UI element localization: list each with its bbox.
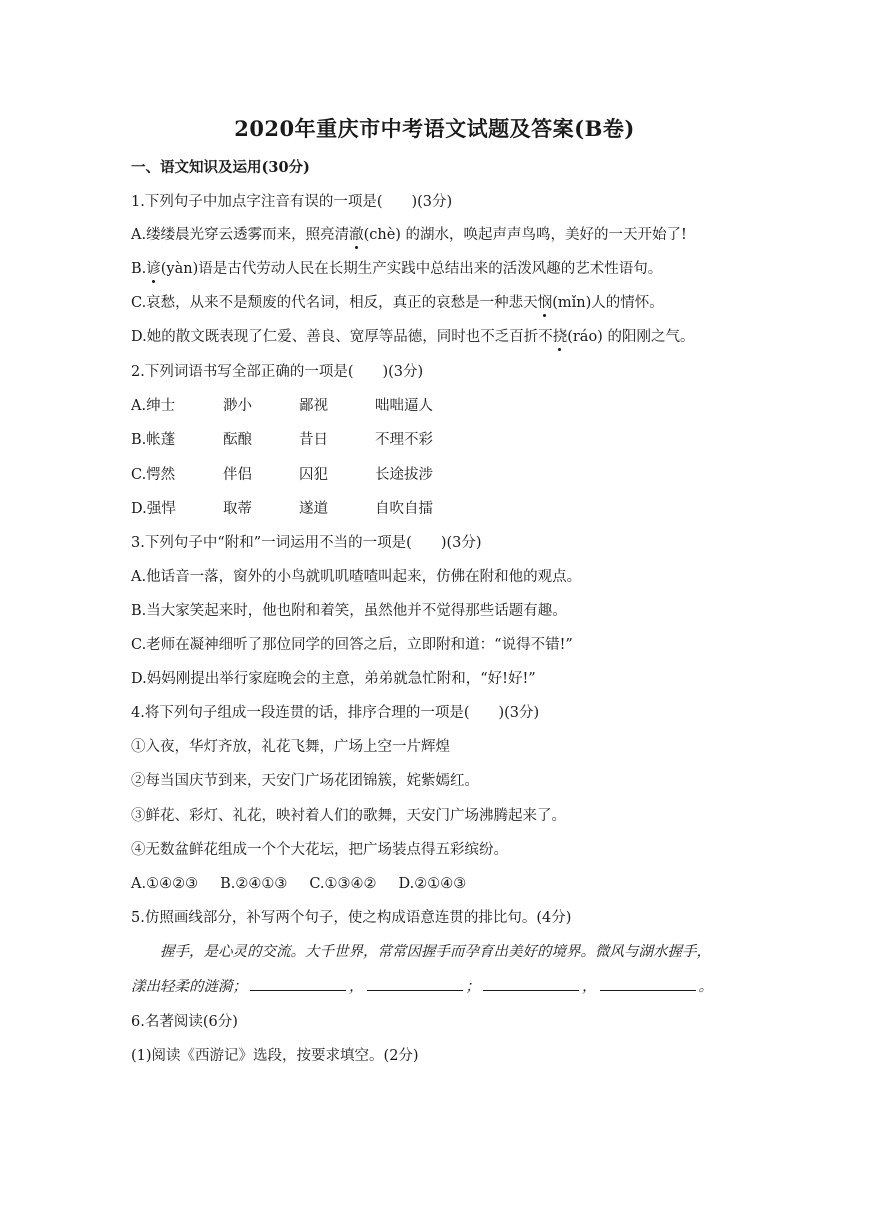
q4-option-b: B.②④①③ <box>220 876 288 892</box>
emphasis-dot-char: 挠 <box>552 329 568 345</box>
q2-word: 咄咄逼人 <box>375 398 433 414</box>
emphasis-dot-char: 悯 <box>537 295 553 311</box>
q2-word: 自吹自擂 <box>375 501 433 517</box>
emphasis-dot-char: 谚 <box>146 261 161 277</box>
q5-lead-text: 漾出轻柔的涟漪； <box>131 979 247 995</box>
q3-option-a: A.他话音一落，窗外的小鸟就叽叽喳喳叫起来，仿佛在附和他的观点。 <box>131 569 582 585</box>
q6-stem: 6.名著阅读(6分) <box>131 1014 238 1030</box>
answer-blank[interactable] <box>483 976 579 991</box>
q2-word: 囚犯 <box>299 467 328 483</box>
q4-option-c: C.①③④② <box>309 876 377 892</box>
answer-blank[interactable] <box>250 976 346 991</box>
q5-paragraph-continued <box>131 976 713 997</box>
q2-word: 遂道 <box>299 501 328 517</box>
q1-option-c <box>131 293 664 313</box>
q1-stem: 1.下列句子中加点字注音有误的一项是( )(3分) <box>131 194 453 210</box>
q4-option-d: D.②①④③ <box>398 876 467 892</box>
q5-punct: ， <box>582 979 597 995</box>
q1-option-b <box>131 259 662 279</box>
q1-c-text-rest: (mǐn)人的情怀。 <box>552 295 664 311</box>
q4-sentence-4: ④无数盆鲜花组成一个个大花坛，把广场装点得五彩缤纷。 <box>131 842 508 858</box>
q2-option-row <box>131 499 433 519</box>
q5-punct: ； <box>465 979 480 995</box>
q1-d-text-rest: (ráo) 的阳刚之气。 <box>567 329 695 345</box>
q2-word: B.帐蓬 <box>131 432 176 448</box>
q4-options <box>131 874 488 894</box>
answer-blank[interactable] <box>600 976 696 991</box>
q3-option-c: C.老师在凝神细听了那位同学的回答之后，立即附和道：“说得不错!” <box>131 637 573 653</box>
emphasis-dot-char: 澈 <box>349 227 364 243</box>
page-title: 2020年重庆市中考语文试题及答案(B卷) <box>234 116 635 141</box>
q5-paragraph: 握手，是心灵的交流。大千世界，常常因握手而孕育出美好的境界。微风与湖水握手， <box>160 944 711 960</box>
q2-word: 取蒂 <box>223 501 252 517</box>
q2-word: 伴侣 <box>223 467 252 483</box>
q2-word: D.强悍 <box>131 501 176 517</box>
q1-c-text: C.哀愁，从来不是颓废的代名词，相反，真正的哀愁是一种悲天 <box>131 295 538 311</box>
q1-d-text: D.她的散文既表现了仁爱、善良、宽厚等品德，同时也不乏百折不 <box>131 329 553 345</box>
q2-word: 昔日 <box>299 432 328 448</box>
q5-punct: ， <box>349 979 364 995</box>
q2-word: 长途拔涉 <box>375 467 433 483</box>
q4-sentence-1: ①入夜，华灯齐放，礼花飞舞，广场上空一片辉煌 <box>131 739 450 755</box>
q4-sentence-3: ③鲜花、彩灯、礼花，映衬着人们的歌舞，天安门广场沸腾起来了。 <box>131 808 566 824</box>
q1-b-text: B. <box>131 261 147 277</box>
q2-word: 不理不彩 <box>375 432 433 448</box>
q3-option-b: B.当大家笑起来时，他也附和着笑，虽然他并不觉得那些话题有趣。 <box>131 603 567 619</box>
answer-blank[interactable] <box>367 976 463 991</box>
q5-stem: 5.仿照画线部分，补写两个句子，使之构成语意连贯的排比句。(4分) <box>131 910 572 926</box>
q2-word: 渺小 <box>223 398 252 414</box>
q1-option-d <box>131 327 694 347</box>
q1-option-a <box>131 225 687 245</box>
q2-word: C.愕然 <box>131 467 176 483</box>
q4-stem: 4.将下列句子组成一段连贯的话，排序合理的一项是( )(3分) <box>131 705 540 721</box>
q3-stem: 3.下列句子中“附和”一词运用不当的一项是( )(3分) <box>131 535 482 551</box>
q2-word: 酝酿 <box>223 432 252 448</box>
q1-a-text: A.缕缕晨光穿云透雾而来，照亮清 <box>131 227 350 243</box>
q4-sentence-2: ②每当国庆节到来，天安门广场花团锦簇，姹紫嫣红。 <box>131 773 479 789</box>
q3-option-d: D.妈妈刚提出举行家庭晚会的主意，弟弟就急忙附和，“好!好!” <box>131 671 536 687</box>
q1-a-text-rest: (chè) 的湖水，唤起声声鸟鸣，美好的一天开始了! <box>363 227 687 243</box>
q2-option-row <box>131 430 433 450</box>
q2-option-row <box>131 465 433 485</box>
q4-option-a: A.①④②③ <box>131 876 199 892</box>
q2-stem: 2.下列词语书写全部正确的一项是( )(3分) <box>131 364 424 380</box>
q6-sub1: (1)阅读《西游记》选段，按要求填空。(2分) <box>131 1048 419 1064</box>
q2-word: A.绅士 <box>131 398 176 414</box>
section-heading: 一、语文知识及运用(30分) <box>131 159 310 176</box>
q2-word: 鄙视 <box>299 398 328 414</box>
q2-option-row <box>131 396 433 416</box>
q1-b-text-rest: (yàn)语是古代劳动人民在长期生产实践中总结出来的活泼风趣的艺术性语句。 <box>160 261 663 277</box>
q5-punct: 。 <box>698 979 713 995</box>
